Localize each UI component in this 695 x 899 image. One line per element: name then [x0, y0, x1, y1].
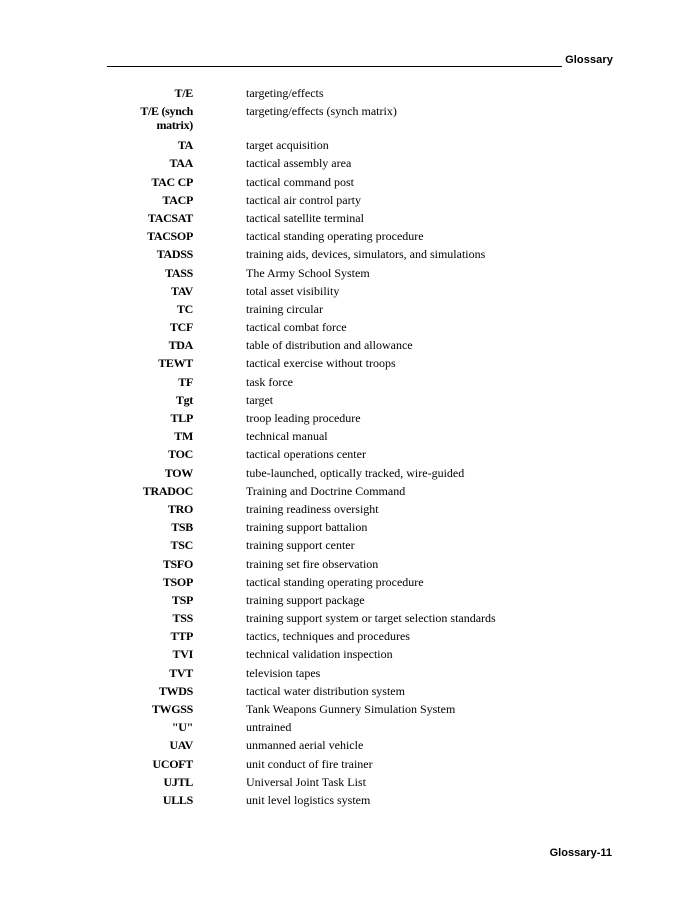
- glossary-entry: [0, 627, 695, 645]
- glossary-definition: targeting/effects: [246, 86, 324, 100]
- glossary-definition: training readiness oversight: [246, 501, 379, 516]
- glossary-term: TASS: [165, 265, 193, 280]
- glossary-entry: [0, 645, 695, 663]
- glossary-definition: target acquisition: [246, 138, 329, 153]
- glossary-term: TM: [174, 429, 193, 444]
- glossary-entry: [0, 755, 695, 773]
- glossary-entry: [0, 354, 695, 372]
- page-number: Glossary-11: [549, 847, 612, 859]
- glossary-definition: unit level logistics system: [246, 792, 371, 807]
- glossary-definition: training aids, devices, simulators, and simulations: [246, 247, 486, 262]
- glossary-definition: tactical standing operating procedure: [246, 574, 424, 589]
- glossary-term: TC: [176, 301, 193, 316]
- glossary-term: T/E: [174, 86, 193, 100]
- glossary-entry: [0, 718, 695, 736]
- glossary-entry: [0, 227, 695, 245]
- glossary-term: Tgt: [175, 392, 193, 407]
- glossary-definition: troop leading procedure: [246, 411, 361, 425]
- glossary-term: TSC: [170, 538, 193, 553]
- glossary-definition: tactical assembly area: [246, 156, 352, 171]
- glossary-entry: [0, 409, 695, 427]
- glossary-entry: [0, 154, 695, 172]
- glossary-definition: training circular: [246, 301, 323, 316]
- glossary-term: TADSS: [156, 247, 193, 262]
- glossary-definition: tactical combat force: [246, 320, 347, 335]
- glossary-entry: [0, 84, 695, 102]
- glossary-term: TVI: [172, 647, 193, 662]
- glossary-term: TAA: [169, 156, 193, 171]
- glossary-term: TDA: [168, 338, 193, 353]
- glossary-term: TRADOC: [142, 483, 193, 498]
- glossary-definition: tactical water distribution system: [246, 683, 405, 698]
- glossary-term: "U": [171, 720, 193, 735]
- glossary-term: T/E (synch matrix): [140, 104, 193, 133]
- glossary-entry: [0, 173, 695, 191]
- glossary-term: TWDS: [158, 683, 193, 698]
- glossary-term: TSP: [171, 592, 193, 607]
- glossary-term: TWGSS: [151, 702, 193, 716]
- glossary-entry: [0, 464, 695, 482]
- glossary-entry: [0, 482, 695, 500]
- glossary-entry: [0, 591, 695, 609]
- glossary-definition: training support battalion: [246, 520, 368, 535]
- glossary-entry: [0, 373, 695, 391]
- glossary-entry: [0, 736, 695, 754]
- glossary-definition: target: [246, 392, 274, 407]
- glossary-term: TOC: [168, 447, 193, 462]
- glossary-term: TACP: [162, 192, 193, 207]
- glossary-term: TAV: [171, 283, 193, 298]
- glossary-definition: tactical command post: [246, 174, 354, 189]
- glossary-term: TSOP: [162, 574, 193, 589]
- glossary-term: UCOFT: [152, 756, 193, 771]
- glossary-entry: [0, 264, 695, 282]
- glossary-definition: training support system or target selection standards: [246, 611, 496, 626]
- glossary-definition: table of distribution and allowance: [246, 338, 413, 353]
- glossary-term: TEWT: [158, 356, 193, 371]
- glossary-term: TF: [178, 374, 193, 389]
- glossary-entry: [0, 682, 695, 700]
- glossary-term: TACSOP: [147, 229, 193, 244]
- glossary-entry: [0, 573, 695, 591]
- glossary-definition: technical manual: [246, 429, 328, 444]
- glossary-term: TRO: [167, 501, 193, 516]
- glossary-entry: [0, 391, 695, 409]
- glossary-definition: total asset visibility: [246, 283, 340, 298]
- glossary-term: TSFO: [162, 556, 193, 571]
- glossary-definition: Training and Doctrine Command: [246, 483, 406, 498]
- glossary-entry: [0, 191, 695, 209]
- glossary-definition: tactical air control party: [246, 192, 361, 207]
- glossary-term: TCF: [169, 320, 193, 335]
- glossary-term: TAC CP: [151, 174, 193, 189]
- glossary-entry: [0, 209, 695, 227]
- glossary-entry: [0, 136, 695, 154]
- glossary-definition: tactical satellite terminal: [246, 210, 364, 225]
- glossary-entry: [0, 500, 695, 518]
- glossary-term: ULLS: [162, 792, 193, 807]
- glossary-definition: tactical standing operating procedure: [246, 229, 424, 244]
- glossary-term: TSB: [171, 520, 193, 535]
- glossary-term: TTP: [170, 629, 193, 644]
- header-rule: [107, 66, 562, 67]
- glossary-entry: [0, 102, 695, 136]
- glossary-entry: [0, 300, 695, 318]
- glossary-entry: [0, 282, 695, 300]
- glossary-entry: [0, 336, 695, 354]
- glossary-definition: tactics, techniques and procedures: [246, 629, 410, 644]
- glossary-definition: training set fire observation: [246, 556, 379, 571]
- glossary-entry: [0, 518, 695, 536]
- glossary-term: TA: [177, 138, 193, 153]
- glossary-definition: unit conduct of fire trainer: [246, 756, 373, 771]
- glossary-definition: training support center: [246, 538, 355, 553]
- glossary-entry: [0, 700, 695, 718]
- glossary-entry: [0, 427, 695, 445]
- glossary-definition: targeting/effects (synch matrix): [246, 104, 397, 119]
- glossary-term: TOW: [164, 465, 193, 480]
- glossary-entry: [0, 609, 695, 627]
- glossary-entry: [0, 445, 695, 463]
- glossary-definition: technical validation inspection: [246, 647, 393, 662]
- glossary-term: TACSAT: [147, 210, 193, 225]
- glossary-definition: untrained: [246, 720, 292, 735]
- glossary-definition: Tank Weapons Gunnery Simulation System: [246, 702, 456, 716]
- glossary-definition: tactical operations center: [246, 447, 366, 462]
- glossary-list: [0, 84, 695, 809]
- glossary-definition: training support package: [246, 592, 365, 607]
- glossary-entry: [0, 773, 695, 791]
- glossary-term: UAV: [169, 738, 193, 753]
- glossary-term: TSS: [172, 611, 193, 626]
- glossary-definition: television tapes: [246, 665, 321, 680]
- page-header-title: Glossary: [565, 54, 613, 66]
- glossary-term: TLP: [170, 411, 193, 425]
- glossary-entry: [0, 318, 695, 336]
- glossary-entry: [0, 245, 695, 263]
- glossary-definition: task force: [246, 374, 293, 389]
- glossary-entry: [0, 664, 695, 682]
- glossary-entry: [0, 555, 695, 573]
- glossary-definition: The Army School System: [246, 265, 370, 280]
- glossary-entry: [0, 536, 695, 554]
- glossary-entry: [0, 791, 695, 809]
- glossary-term: TVT: [169, 665, 193, 680]
- glossary-definition: unmanned aerial vehicle: [246, 738, 364, 753]
- glossary-definition: Universal Joint Task List: [246, 774, 366, 789]
- glossary-definition: tactical exercise without troops: [246, 356, 396, 371]
- glossary-term: UJTL: [163, 774, 193, 789]
- glossary-definition: tube-launched, optically tracked, wire-guided: [246, 465, 465, 480]
